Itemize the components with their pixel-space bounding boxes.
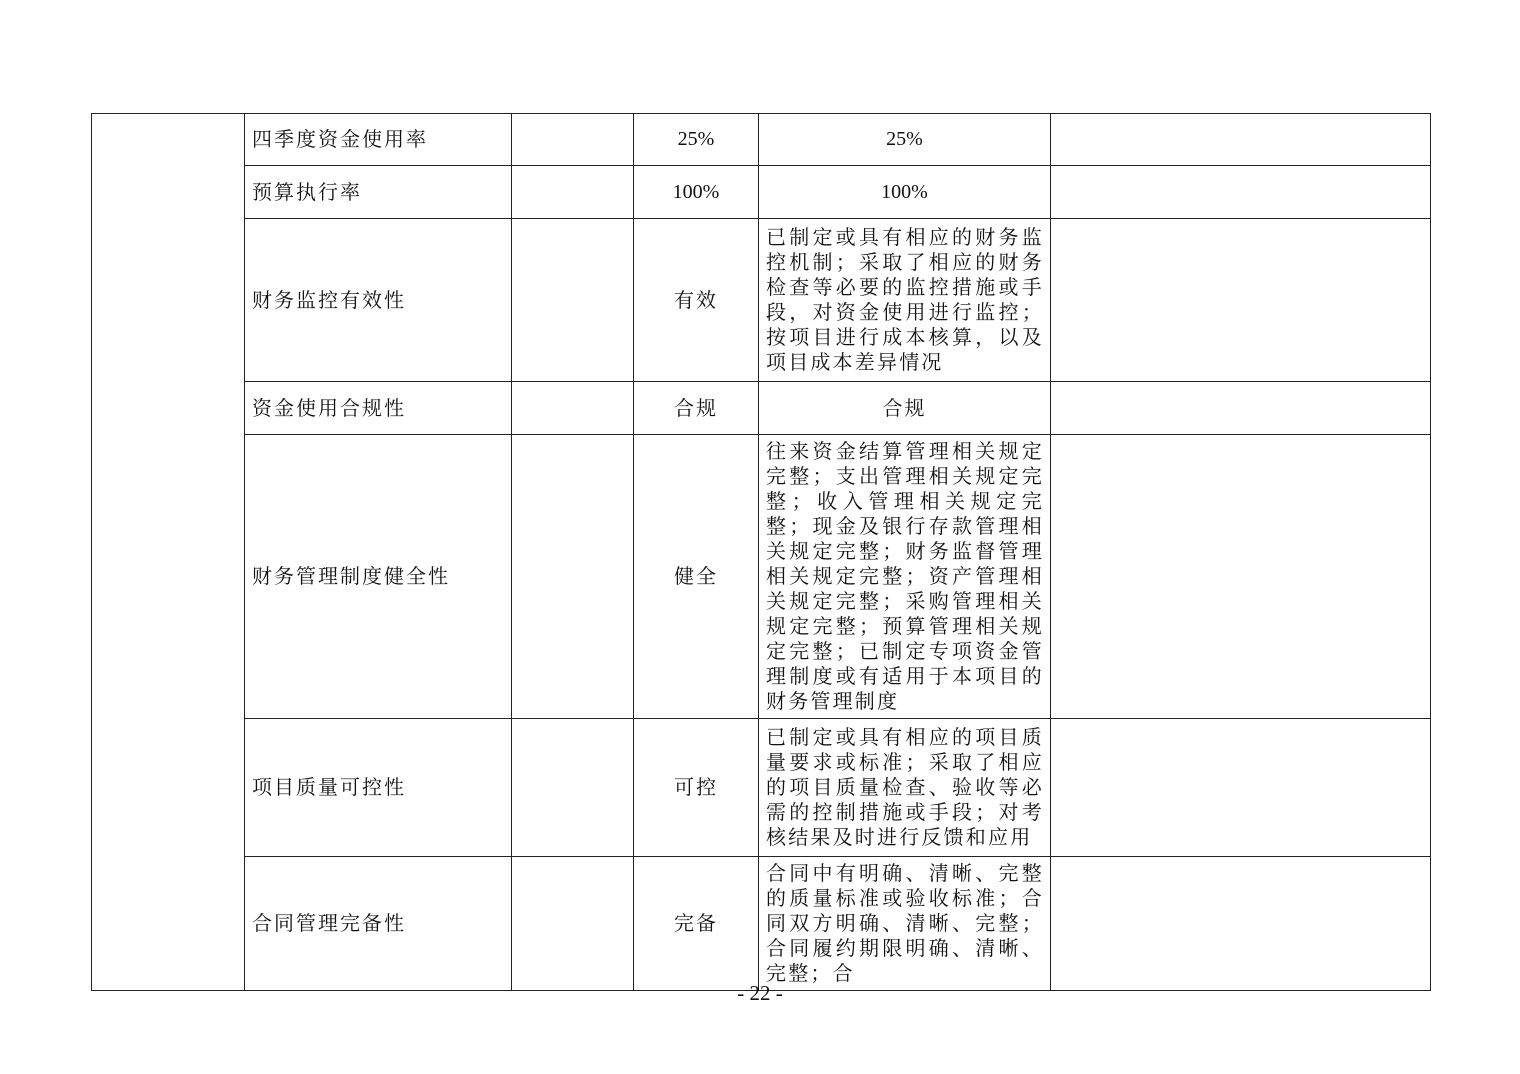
note-cell — [1051, 382, 1431, 435]
page-number: - 22 - — [737, 981, 783, 1005]
note-cell — [1051, 166, 1431, 219]
table-row — [92, 719, 1431, 857]
blank-cell — [512, 166, 634, 219]
table-row — [92, 382, 1431, 435]
category-cell-merged — [92, 114, 245, 991]
blank-cell — [512, 382, 634, 435]
target-value-cell: 可控 — [634, 719, 759, 857]
table-row — [92, 219, 1431, 382]
actual-value-cell: 25% — [759, 114, 1051, 166]
blank-cell — [512, 857, 634, 991]
actual-value-cell: 合同中有明确、清晰、完整的质量标准或验收标准；合同双方明确、清晰、完整；合同履约期限明确、清晰、完整；合 — [759, 857, 1051, 991]
actual-value-cell: 已制定或具有相应的项目质量要求或标准；采取了相应的项目质量检查、验收等必需的控制措施或手段；对考核结果及时进行反馈和应用 — [759, 719, 1051, 857]
indicator-cell: 资金使用合规性 — [245, 382, 512, 435]
indicator-cell: 四季度资金使用率 — [245, 114, 512, 166]
blank-cell — [512, 719, 634, 857]
performance-indicator-table — [91, 113, 1431, 991]
actual-value-cell: 合规 — [759, 382, 1051, 435]
table-row — [92, 166, 1431, 219]
target-value-cell: 25% — [634, 114, 759, 166]
actual-value-cell: 100% — [759, 166, 1051, 219]
blank-cell — [512, 435, 634, 719]
actual-value-cell: 已制定或具有相应的财务监控机制；采取了相应的财务检查等必要的监控措施或手段，对资金使用进行监控；按项目进行成本核算，以及项目成本差异情况 — [759, 219, 1051, 382]
table-row — [92, 435, 1431, 719]
blank-cell — [512, 114, 634, 166]
note-cell — [1051, 857, 1431, 991]
table-row — [92, 114, 1431, 166]
note-cell — [1051, 719, 1431, 857]
target-value-cell: 合规 — [634, 382, 759, 435]
target-value-cell: 100% — [634, 166, 759, 219]
indicator-cell: 项目质量可控性 — [245, 719, 512, 857]
note-cell — [1051, 114, 1431, 166]
target-value-cell: 有效 — [634, 219, 759, 382]
actual-value-cell: 往来资金结算管理相关规定完整；支出管理相关规定完整；收入管理相关规定完整；现金及银行存款管理相关规定完整；财务监督管理相关规定完整；资产管理相关规定完整；采购管理相关规定完整；预算管理相关规定完整；已制定专项资金管理制度或有适用于本项目的财务管理制度 — [759, 435, 1051, 719]
table-row — [92, 857, 1431, 991]
note-cell — [1051, 219, 1431, 382]
target-value-cell: 健全 — [634, 435, 759, 719]
indicator-cell: 预算执行率 — [245, 166, 512, 219]
blank-cell — [512, 219, 634, 382]
note-cell — [1051, 435, 1431, 719]
indicator-cell: 财务管理制度健全性 — [245, 435, 512, 719]
indicator-cell: 合同管理完备性 — [245, 857, 512, 991]
target-value-cell: 完备 — [634, 857, 759, 991]
indicator-cell: 财务监控有效性 — [245, 219, 512, 382]
